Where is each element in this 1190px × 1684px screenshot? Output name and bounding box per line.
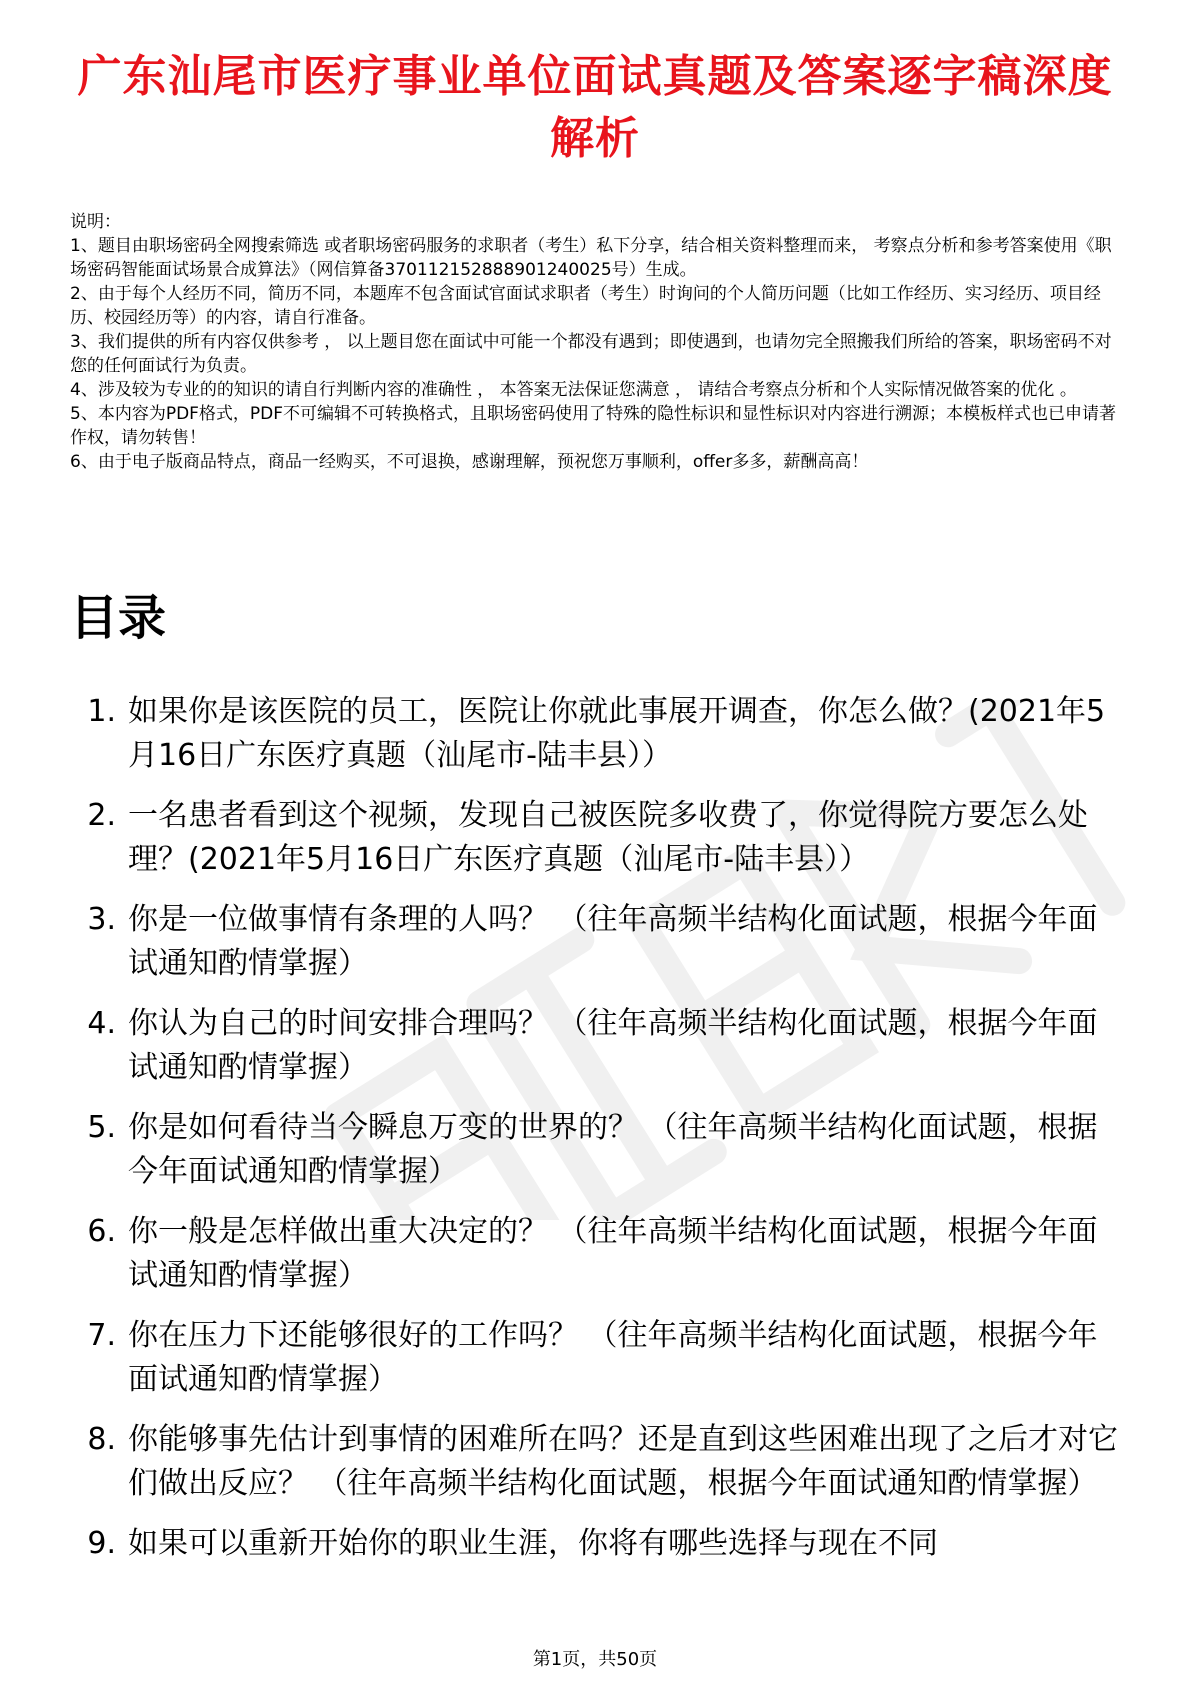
note-item: 2、由于每个人经历不同，简历不同，本题库不包含面试官面试求职者（考生）时询问的个人简历问题（比如工作经历、实习经历、项目经历、校园经历等）的内容，请自行准备。 bbox=[70, 284, 1101, 328]
toc-item-number: 5. bbox=[87, 1110, 116, 1145]
table-of-contents bbox=[70, 690, 1120, 1582]
toc-item-number: 6. bbox=[87, 1214, 116, 1249]
note-item: 4、涉及较为专业的的知识的请自行判断内容的准确性 ， 本答案无法保证您满意 ， 请结合考察点分析和个人实际情况做答案的优化 。 bbox=[70, 380, 1077, 400]
page-footer: 第1页，共50页 bbox=[532, 1649, 658, 1670]
toc-item[interactable] bbox=[70, 794, 1120, 882]
document-title: 广东汕尾市医疗事业单位面试真题及答案逐字稿深度解析 bbox=[77, 51, 1113, 164]
toc-item[interactable] bbox=[70, 1106, 1120, 1194]
toc-item-number: 9. bbox=[87, 1526, 116, 1561]
toc-item-text: 如果可以重新开始你的职业生涯，你将有哪些选择与现在不同 bbox=[128, 1526, 938, 1561]
toc-item[interactable] bbox=[70, 690, 1120, 778]
toc-item-text: 你一般是怎样做出重大决定的？ （往年高频半结构化面试题，根据今年面试通知酌情掌握） bbox=[128, 1214, 1098, 1293]
toc-item-number: 3. bbox=[87, 902, 116, 937]
toc-item-text: 你能够事先估计到事情的困难所在吗？还是直到这些困难出现了之后才对它们做出反应？ （往年高频半结构化面试题，根据今年面试通知酌情掌握） bbox=[128, 1422, 1118, 1501]
toc-item[interactable] bbox=[70, 1314, 1120, 1402]
toc-item-number: 8. bbox=[87, 1422, 116, 1457]
toc-item[interactable] bbox=[70, 1418, 1120, 1506]
toc-item-text: 你是如何看待当今瞬息万变的世界的？ （往年高频半结构化面试题，根据今年面试通知酌情掌握） bbox=[128, 1110, 1098, 1189]
note-item: 5、本内容为PDF格式，PDF不可编辑不可转换格式，且职场密码使用了特殊的隐性标识和显性标识对内容进行溯源；本模板样式也已申请著作权，请勿转售！ bbox=[70, 404, 1117, 448]
disclaimer-notes bbox=[70, 210, 1120, 474]
toc-item-text: 你在压力下还能够很好的工作吗？ （往年高频半结构化面试题，根据今年面试通知酌情掌握） bbox=[128, 1318, 1098, 1397]
toc-heading: 目录 bbox=[70, 590, 167, 646]
toc-item-number: 2. bbox=[87, 798, 116, 833]
toc-item-text: 你是一位做事情有条理的人吗？ （往年高频半结构化面试题，根据今年面试通知酌情掌握） bbox=[128, 902, 1098, 981]
toc-item-number: 7. bbox=[87, 1318, 116, 1353]
toc-item[interactable] bbox=[70, 1002, 1120, 1090]
toc-item-text: 如果你是该医院的员工，医院让你就此事展开调查，你怎么做？(2021年5月16日广东医疗真题（汕尾市-陆丰县）） bbox=[128, 694, 1106, 773]
note-item: 3、我们提供的所有内容仅供参考 ， 以上题目您在面试中可能一个都没有遇到；即使遇到，也请勿完全照搬我们所给的答案，职场密码不对您的任何面试行为负责。 bbox=[70, 332, 1112, 376]
toc-item-number: 1. bbox=[87, 694, 116, 729]
note-item: 1、题目由职场密码全网搜索筛选 或者职场密码服务的求职者（考生）私下分享，结合相关资料整理而来， 考察点分析和参考答案使用《职场密码智能面试场景合成算法》（网信算备370112152888901240025号）生成。 bbox=[70, 236, 1112, 280]
toc-item-text: 你认为自己的时间安排合理吗？ （往年高频半结构化面试题，根据今年面试通知酌情掌握） bbox=[128, 1006, 1098, 1085]
toc-item[interactable] bbox=[70, 1522, 1120, 1566]
toc-item-number: 4. bbox=[87, 1006, 116, 1041]
toc-item[interactable] bbox=[70, 898, 1120, 986]
toc-item-text: 一名患者看到这个视频，发现自己被医院多收费了，你觉得院方要怎么处理？(2021年5月16日广东医疗真题（汕尾市-陆丰县）） bbox=[128, 798, 1088, 877]
notes-heading: 说明： bbox=[70, 212, 121, 232]
note-item: 6、由于电子版商品特点，商品一经购买，不可退换，感谢理解，预祝您万事顺利，offer多多，薪酬高高！ bbox=[70, 452, 869, 472]
toc-item[interactable] bbox=[70, 1210, 1120, 1298]
